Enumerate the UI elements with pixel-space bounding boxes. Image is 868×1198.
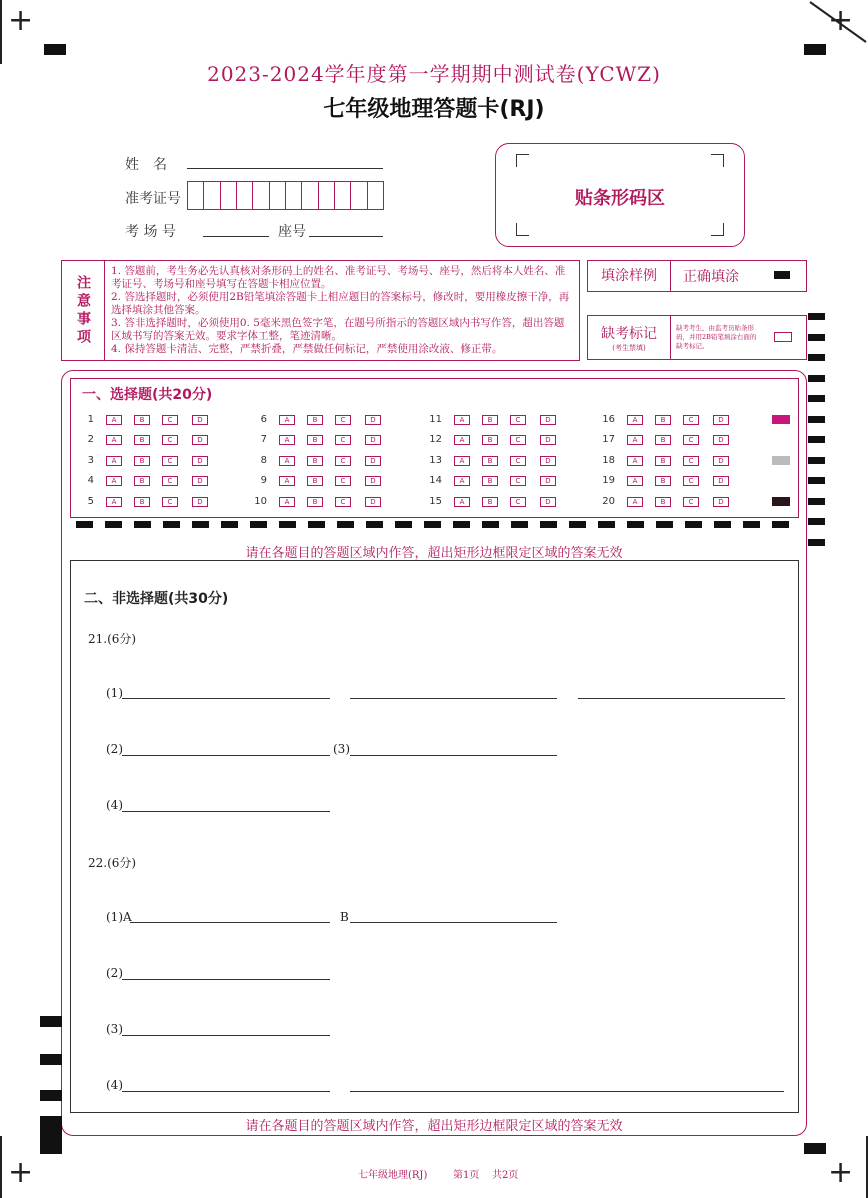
timing-mark [134,521,151,528]
mark-block [772,456,790,465]
answer-bubble[interactable]: B [307,435,323,445]
timing-mark [105,521,122,528]
timing-mark [250,521,267,528]
timing-mark [743,521,760,528]
answer-bubble[interactable]: A [454,415,470,425]
answer-bubble[interactable]: B [134,476,150,486]
answer-bubble[interactable]: D [365,456,381,466]
timing-mark [366,521,383,528]
absent-label: 缺考标记 [601,326,657,342]
answer-bubble[interactable]: A [454,476,470,486]
answer-bubble[interactable]: C [683,415,699,425]
timing-mark [808,375,825,382]
q21-p2-label: (2) [106,742,123,756]
correct-fill-mark [774,271,790,279]
answer-bubble[interactable]: D [713,435,729,445]
q21-p3-label: (3) [333,742,350,756]
nonchoice-section [70,560,799,1113]
answer-bubble[interactable]: D [365,435,381,445]
answer-bubble[interactable]: D [192,456,208,466]
answer-bubble[interactable]: B [307,456,323,466]
timing-mark [808,395,825,402]
section2-title: 二、非选择题(共30分) [84,591,229,607]
answer-bubble[interactable]: B [482,456,498,466]
locator-block [40,1090,62,1101]
notice-box [61,260,580,361]
q21-p4-label: (4) [106,798,123,812]
mark-block [772,415,790,424]
footer-total: 共2页 [492,1170,519,1181]
answer-bubble[interactable]: D [365,497,381,507]
crop-mark-bottom-right: + [828,1155,854,1190]
answer-bubble[interactable]: B [655,476,671,486]
question-number: 7 [260,434,267,445]
question-number: 19 [602,475,615,486]
absent-sub: (考生禁填) [612,344,646,352]
card-subtitle: 七年级地理答题卡(RJ) [323,97,545,122]
answer-bubble[interactable]: B [482,497,498,507]
answer-bubble[interactable]: C [162,476,178,486]
question-number: 5 [87,496,94,507]
timing-mark [395,521,412,528]
edge-mark [0,0,2,64]
answer-bubble[interactable]: B [307,476,323,486]
notice-item: 1. 答题前，考生务必先认真核对条形码上的姓名、准考证号、考场号、座号，然后将本人姓名、准考证号、考场号和座号填写在答题卡相应位置。 [111,265,566,290]
q22-p4-label: (4) [106,1078,123,1092]
answer-line[interactable] [350,755,557,756]
q22-p2-label: (2) [106,966,123,980]
answer-bubble[interactable]: A [106,435,122,445]
fill-sample [587,260,807,292]
notice-item: 4. 保持答题卡清洁、完整，严禁折叠，严禁做任何标记，严禁使用涂改液、修正带。 [111,343,503,355]
answer-bubble[interactable]: B [482,476,498,486]
answer-line[interactable] [122,1035,330,1036]
answer-bubble[interactable]: C [162,497,178,507]
footer-subject: 七年级地理(RJ) [358,1170,428,1181]
question-number: 11 [429,414,442,425]
answer-bubble[interactable]: C [335,456,351,466]
answer-bubble[interactable]: D [540,415,556,425]
answer-line[interactable] [122,979,330,980]
answer-bubble[interactable]: A [279,497,295,507]
answer-bubble[interactable]: A [279,456,295,466]
answer-bubble[interactable]: A [106,476,122,486]
answer-bubble[interactable]: C [510,456,526,466]
answer-line[interactable] [122,755,330,756]
timing-mark [808,457,825,464]
timing-mark [714,521,731,528]
corner-diagonal-mark [800,0,868,44]
timing-mark [685,521,702,528]
question-number: 17 [602,434,615,445]
notice-item: 3. 答非选择题时，必须使用0. 5毫米黑色签字笔，在题号所指示的答题区域内书写作答，超出答题区域书写的答案无效。要求字体工整，笔迹清晰。 [111,317,565,342]
answer-bubble[interactable]: B [655,415,671,425]
answer-line[interactable] [122,1091,330,1092]
timing-mark [76,521,93,528]
answer-line[interactable] [122,698,330,699]
seat-field[interactable] [309,220,383,237]
q22-label: 22.(6分) [88,856,137,870]
answer-line[interactable] [350,922,557,923]
timing-mark [808,518,825,525]
answer-bubble[interactable]: C [683,435,699,445]
answer-bubble[interactable]: D [192,435,208,445]
question-number: 18 [602,455,615,466]
answer-bubble[interactable]: A [627,415,643,425]
question-number: 6 [260,414,267,425]
q22-p1b-label: B [340,910,349,924]
answer-bubble[interactable]: D [713,456,729,466]
answer-bubble[interactable]: D [540,476,556,486]
timing-mark [808,498,825,505]
timing-mark [424,521,441,528]
locator-block [44,44,66,55]
question-number: 1 [87,414,94,425]
q22-p1-label: (1)A [106,910,132,924]
answer-bubble[interactable]: C [335,435,351,445]
q22-p3-label: (3) [106,1022,123,1036]
question-number: 13 [429,455,442,466]
timing-mark [808,313,825,320]
answer-bubble[interactable]: D [713,476,729,486]
room-field[interactable] [203,220,269,237]
timing-mark [772,521,789,528]
timing-mark [569,521,586,528]
locator-block [40,1054,62,1065]
timing-mark [808,477,825,484]
footer-page: 第1页 [453,1170,480,1181]
timing-mark [598,521,615,528]
answer-bubble[interactable]: B [307,415,323,425]
answer-bubble[interactable]: A [454,497,470,507]
id-number-boxes[interactable] [187,181,384,210]
answer-bubble[interactable]: B [655,456,671,466]
id-label: 准考证号 [125,191,181,207]
question-number: 14 [429,475,442,486]
answer-bubble[interactable]: C [510,435,526,445]
timing-mark [308,521,325,528]
locator-block [804,44,826,55]
locator-block [40,1016,62,1027]
timing-mark [482,521,499,528]
locator-block [40,1116,62,1154]
answer-bubble[interactable]: C [683,476,699,486]
answer-bubble[interactable]: A [279,435,295,445]
answer-bubble[interactable]: C [683,497,699,507]
absent-note: 缺考考生，由监考员贴条形码，并用2B铅笔填涂右面的缺考标记。 [676,324,757,350]
answer-line[interactable] [122,811,330,812]
edge-mark [0,1136,2,1198]
absent-box [587,315,807,360]
answer-bubble[interactable]: D [192,415,208,425]
answer-bubble[interactable]: C [162,435,178,445]
question-number: 15 [429,496,442,507]
locator-block [804,1143,826,1154]
answer-bubble[interactable]: A [627,476,643,486]
notice-item: 2. 答选择题时，必须使用2B铅笔填涂答题卡上相应题目的答案标号，修改时，要用橡皮擦干净，再选择填涂其他答案。 [111,291,570,316]
answer-bubble[interactable]: D [540,435,556,445]
area-warning-bottom: 请在各题目的答题区域内作答，超出矩形边框限定区域的答案无效 [245,1119,623,1134]
notice-title: 注意事项 [62,261,105,360]
answer-bubble[interactable]: B [655,497,671,507]
timing-mark [656,521,673,528]
answer-bubble[interactable]: C [335,476,351,486]
answer-line[interactable] [130,922,330,923]
question-number: 12 [429,434,442,445]
answer-bubble[interactable]: D [365,476,381,486]
fill-sample-label: 填涂样例 [588,261,671,291]
answer-bubble[interactable]: A [106,456,122,466]
name-field[interactable] [187,152,383,169]
answer-line[interactable] [350,1091,784,1092]
answer-bubble[interactable]: B [134,415,150,425]
answer-bubble[interactable]: D [192,497,208,507]
answer-bubble[interactable]: C [162,415,178,425]
crop-mark-top-left: + [8,3,34,38]
absent-checkbox[interactable] [774,332,792,342]
timing-mark [808,436,825,443]
question-number: 9 [260,475,267,486]
question-number: 4 [87,475,94,486]
answer-line[interactable] [578,698,785,699]
answer-bubble[interactable]: B [307,497,323,507]
answer-bubble[interactable]: C [335,415,351,425]
section1-title: 一、选择题(共20分) [82,387,213,403]
timing-mark [627,521,644,528]
name-label: 姓 名 [125,157,167,173]
answer-bubble[interactable]: D [192,476,208,486]
answer-bubble[interactable]: D [540,497,556,507]
answer-bubble[interactable]: B [482,435,498,445]
question-number: 10 [254,496,267,507]
crop-mark-top-right: + [828,3,854,38]
correct-fill-label: 正确填涂 [683,269,739,285]
answer-bubble[interactable]: A [627,456,643,466]
answer-bubble[interactable]: C [510,497,526,507]
question-number: 2 [87,434,94,445]
answer-bubble[interactable]: D [713,497,729,507]
timing-mark [808,416,825,423]
answer-bubble[interactable]: A [106,497,122,507]
mark-block [772,497,790,506]
seat-label: 座号 [278,224,306,240]
timing-mark [808,334,825,341]
timing-mark [453,521,470,528]
answer-bubble[interactable]: C [683,456,699,466]
answer-bubble[interactable]: A [106,415,122,425]
timing-mark [192,521,209,528]
answer-bubble[interactable]: A [454,435,470,445]
answer-bubble[interactable]: B [482,415,498,425]
answer-bubble[interactable]: A [279,415,295,425]
answer-bubble[interactable]: B [134,435,150,445]
room-label: 考 场 号 [125,224,176,240]
question-number: 8 [260,455,267,466]
answer-bubble[interactable]: B [134,456,150,466]
timing-mark [221,521,238,528]
answer-bubble[interactable]: C [162,456,178,466]
timing-mark [540,521,557,528]
area-warning: 请在各题目的答题区域内作答，超出矩形边框限定区域的答案无效 [245,546,623,561]
answer-bubble[interactable]: A [627,497,643,507]
timing-mark [337,521,354,528]
answer-bubble[interactable]: D [365,415,381,425]
timing-mark [511,521,528,528]
answer-bubble[interactable]: A [454,456,470,466]
answer-bubble[interactable]: A [279,476,295,486]
q21-p1-label: (1) [106,686,123,700]
answer-bubble[interactable]: C [510,476,526,486]
timing-mark [163,521,180,528]
crop-mark-bottom-left: + [8,1155,34,1190]
exam-title: 2023-2024学年度第一学期期中测试卷(YCWZ) [207,62,661,86]
answer-bubble[interactable]: B [655,435,671,445]
question-number: 16 [602,414,615,425]
timing-mark [279,521,296,528]
answer-line[interactable] [350,698,557,699]
answer-bubble[interactable]: C [335,497,351,507]
barcode-label: 贴条形码区 [575,188,665,209]
question-number: 20 [602,496,615,507]
answer-bubble[interactable]: D [540,456,556,466]
question-number: 3 [87,455,94,466]
q21-label: 21.(6分) [88,632,137,646]
timing-mark [808,354,825,361]
barcode-area [495,143,745,247]
notice-text [105,261,579,360]
answer-bubble[interactable]: B [134,497,150,507]
answer-bubble[interactable]: D [713,415,729,425]
answer-bubble[interactable]: C [510,415,526,425]
answer-bubble[interactable]: A [627,435,643,445]
